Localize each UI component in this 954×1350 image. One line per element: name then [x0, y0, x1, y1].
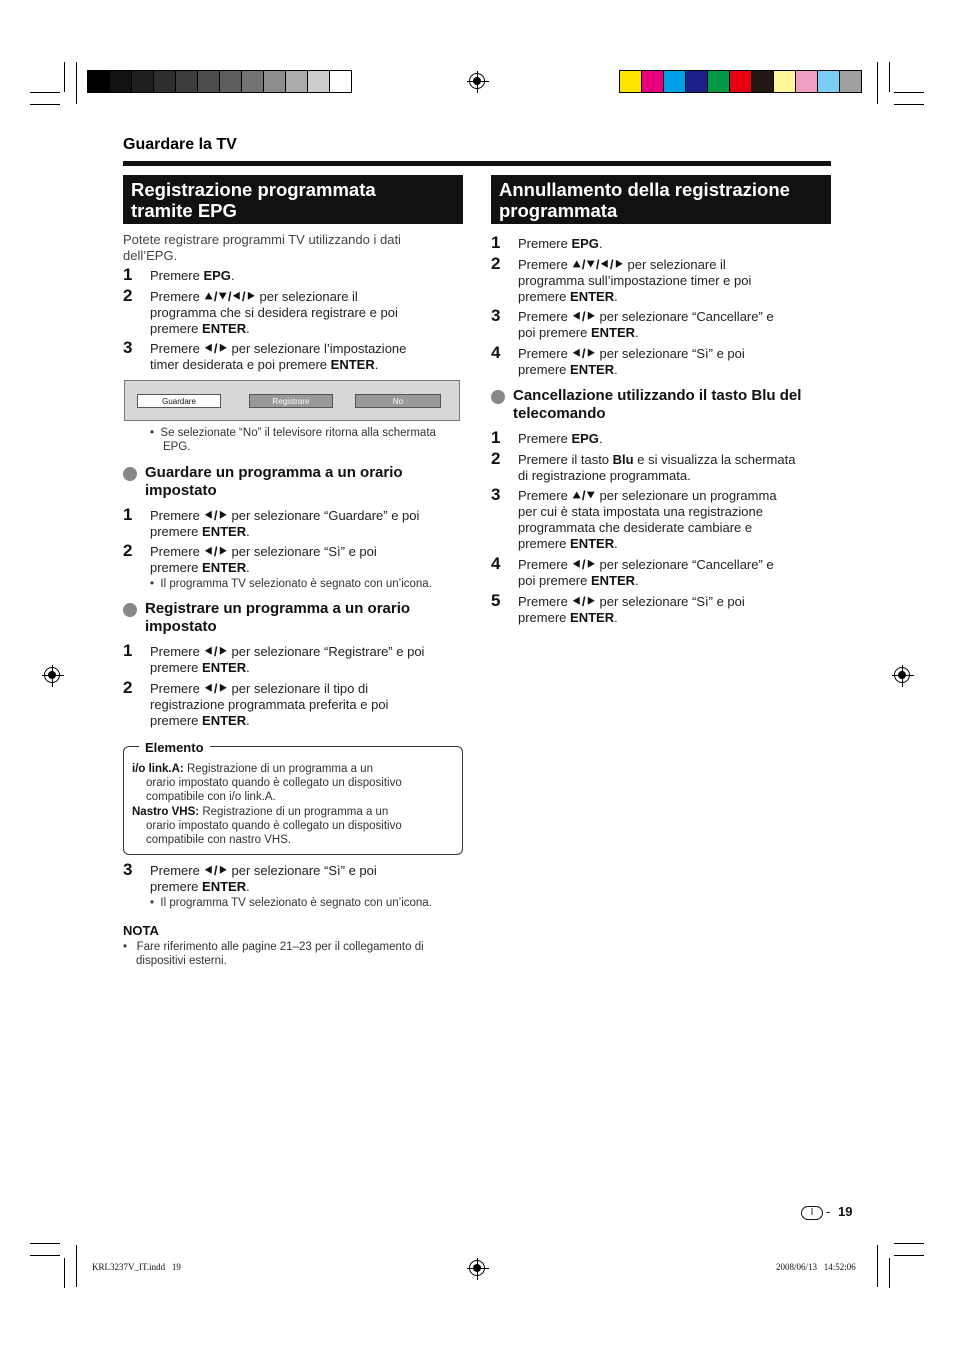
registration-mark-icon	[469, 1260, 485, 1276]
screen-note: • Se selezionate “No” il televisore ritorna alla schermata EPG.	[150, 427, 436, 453]
color-swatch	[330, 71, 351, 92]
bullet-dot-icon	[123, 467, 137, 481]
color-swatch	[198, 71, 220, 92]
registrare-button[interactable]: Registrare	[249, 394, 333, 408]
crop-mark	[76, 62, 77, 104]
intro-text: Potete registrare programmi TV utilizzando i dati dell’EPG.	[123, 232, 401, 263]
color-swatch	[132, 71, 154, 92]
color-swatch	[176, 71, 198, 92]
crop-mark	[64, 62, 65, 92]
bullet-dot-icon	[491, 390, 505, 404]
crop-mark	[877, 62, 878, 104]
crop-mark	[30, 104, 60, 105]
registration-mark-icon	[894, 667, 910, 683]
language-badge: I	[801, 1206, 823, 1220]
sub-heading-guardare: Guardare un programma a un orario impostato	[145, 464, 403, 499]
color-swatch	[242, 71, 264, 92]
crop-mark	[894, 104, 924, 105]
color-swatch	[796, 71, 818, 92]
guardare-button[interactable]: Guardare	[137, 394, 221, 408]
crop-mark	[894, 1255, 924, 1256]
sub2-note: • Il programma TV selezionato è segnato con un’icona.	[150, 897, 432, 909]
right-heading: Annullamento della registrazione programmata	[491, 175, 831, 224]
crop-mark	[889, 62, 890, 92]
arrow-keys-icon: ⯇/⯈	[203, 341, 228, 356]
color-swatch	[88, 71, 110, 92]
color-swatch	[154, 71, 176, 92]
left-heading: Registrazione programmata tramite EPG	[123, 175, 463, 224]
print-date: 2008/06/13 14:52:06	[776, 1262, 856, 1272]
color-swatch	[220, 71, 242, 92]
sub1-note: • Il programma TV selezionato è segnato con un’icona.	[150, 578, 432, 590]
color-swatch	[840, 71, 861, 92]
color-swatch	[642, 71, 664, 92]
crop-mark	[889, 1258, 890, 1288]
nota-text: • Fare riferimento alle pagine 21–23 per il collegamento di dispositivi esterni.	[123, 941, 424, 967]
color-swatch	[620, 71, 642, 92]
crop-mark	[894, 92, 924, 93]
color-swatch	[686, 71, 708, 92]
file-name: KRL3237V_IT.indd 19	[92, 1262, 181, 1272]
element-box-title: Elemento	[139, 740, 210, 755]
page-dash: -	[826, 1204, 831, 1219]
color-bar	[619, 70, 862, 93]
crop-mark	[877, 1245, 878, 1287]
color-swatch	[774, 71, 796, 92]
crop-mark	[894, 1243, 924, 1244]
gray-color-bar	[87, 70, 352, 93]
nota-title: NOTA	[123, 923, 159, 938]
no-button[interactable]: No	[355, 394, 441, 408]
bullet-dot-icon	[123, 603, 137, 617]
element-box-content: i/o link.A: Registrazione di un programma a un orario impostato quando è collegato un dispositivo compatibile con i/o link.A. Nastro VHS: Registrazione di un programma a un orario impostato quando è collegato un dispositivo compatibile con nastro VHS.	[132, 763, 402, 846]
color-swatch	[308, 71, 330, 92]
color-swatch	[752, 71, 774, 92]
sub-heading-blu: Cancellazione utilizzando il tasto Blu del telecomando	[513, 387, 802, 422]
crop-mark	[30, 1255, 60, 1256]
tv-screen-dialog	[124, 380, 460, 421]
color-swatch	[730, 71, 752, 92]
color-swatch	[264, 71, 286, 92]
section-label: Guardare la TV	[123, 136, 237, 153]
crop-mark	[76, 1245, 77, 1287]
color-swatch	[818, 71, 840, 92]
arrow-keys-icon: ⯅/⯆/⯇/⯈	[203, 289, 256, 304]
color-swatch	[664, 71, 686, 92]
crop-mark	[30, 1243, 60, 1244]
registration-mark-icon	[469, 73, 485, 89]
color-swatch	[110, 71, 132, 92]
page-number: 19	[838, 1204, 853, 1219]
sub-heading-registrare: Registrare un programma a un orario impostato	[145, 600, 411, 635]
color-swatch	[286, 71, 308, 92]
crop-mark	[30, 92, 60, 93]
registration-mark-icon	[44, 667, 60, 683]
crop-mark	[64, 1258, 65, 1288]
section-rule	[123, 161, 831, 166]
color-swatch	[708, 71, 730, 92]
